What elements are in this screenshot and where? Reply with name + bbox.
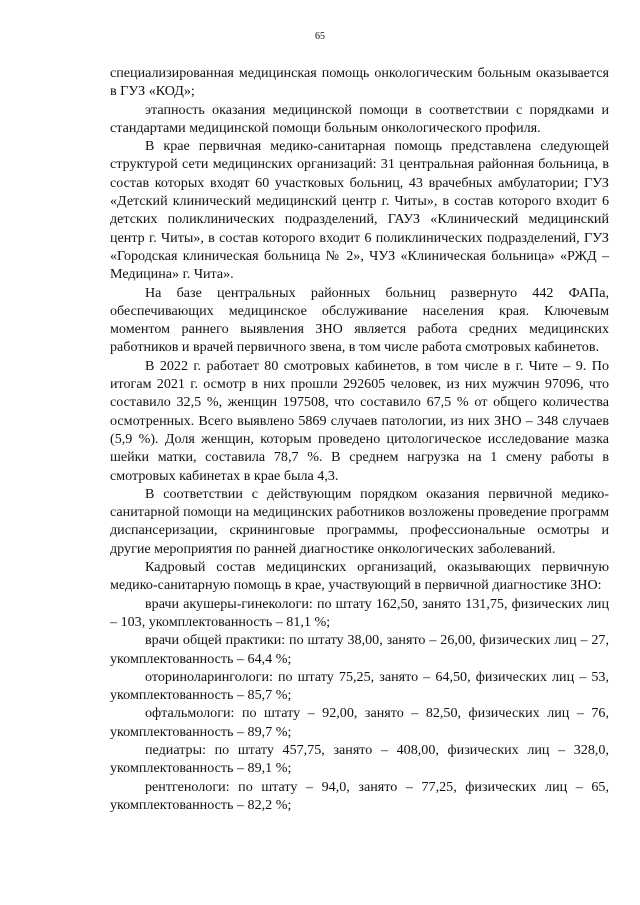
document-body xyxy=(110,64,609,814)
list-item-radiologists: рентгенологи: по штату – 94,0, занято – 77,25, физических лиц – 65, укомплектованность – 82,2 %; xyxy=(110,778,609,813)
page-number: 65 xyxy=(315,31,325,42)
list-item-general-practitioners: врачи общей практики: по штату 38,00, занято – 26,00, физических лиц – 27, укомплектованность – 64,4 %; xyxy=(110,632,609,667)
paragraph-network-structure: В крае первичная медико-санитарная помощь представлена следующей структурой сети медицинских организаций: 31 центральная районная больница, в состав которых входят 60 участковых больниц, 43 врачебных амбулатории; ГУЗ «Детский клинический медицинский центр г. Читы», в состав которого входит 6 детских поликлинических подразделений, ГАУЗ «Клинический медицинский центр г. Читы», в состав которого входит 6 поликлинических подразделений, ГУЗ «Городская клиническая больница № 2», ЧУЗ «Клиническая больница» «РЖД – Медицина» г. Чита». xyxy=(110,138,609,283)
paragraph-staging: этапность оказания медицинской помощи в соответствии с порядками и стандартами медицинской помощи больным онкологического профиля. xyxy=(110,101,609,136)
paragraph-fap: На базе центральных районных больниц развернуто 442 ФАПа, обеспечивающих медицинское обслуживание населения края. Ключевым моментом раннего выявления ЗНО является работа средних медицинских работников и врачей первичного звена, в том числе работа смотровых кабинетов. xyxy=(110,284,609,356)
list-item-otolaryngologists: оториноларингологи: по штату 75,25, занято – 64,50, физических лиц – 53, укомплектованность – 85,7 %; xyxy=(110,668,609,704)
paragraph-staffing-intro: Кадровый состав медицинских организаций, оказывающих первичную медико-санитарную помощь в крае, участвующий в первичной диагностике ЗНО: xyxy=(110,559,609,594)
list-item-gynecologists: врачи акушеры-гинекологи: по штату 162,50, занято 131,75, физических лиц – 103, укомплектованность – 81,1 %; xyxy=(110,595,609,630)
list-item-ophthalmologists: офтальмологи: по штату – 92,00, занято – 82,50, физических лиц – 76, укомплектованность – 89,7 %; xyxy=(110,705,609,740)
paragraph-specialized-care: специализированная медицинская помощь онкологическим больным оказывается в ГУЗ «КОД»; xyxy=(110,65,609,100)
list-item-pediatricians: педиатры: по штату 457,75, занято – 408,00, физических лиц – 328,0, укомплектованность – 89,1 %; xyxy=(110,741,609,777)
paragraph-screening-rooms: В 2022 г. работает 80 смотровых кабинетов, в том числе в г. Чите – 9. По итогам 2021 г. осмотр в них прошли 292605 человек, из них мужчин 97096, что составило 32,5 %, женщин 197508, что составило 67,5 % от общего количества осмотренных. Всего выявлено 5869 случаев патологии, из них ЗНО – 348 случаев (5,9 %). Доля женщин, которым проведено цитологическое исследование мазка шейки матки, составила 78,7 %. В среднем нагрузка на 1 смену работы в смотровых кабинетах в крае была 4,3. xyxy=(110,357,609,484)
paragraph-duties: В соответствии с действующим порядком оказания первичной медико-санитарной помощи на медицинских работников возложены проведение программ диспансеризации, скрининговые программы, профессиональные осмотры и другие мероприятия по ранней диагностике онкологических заболеваний. xyxy=(110,485,609,557)
